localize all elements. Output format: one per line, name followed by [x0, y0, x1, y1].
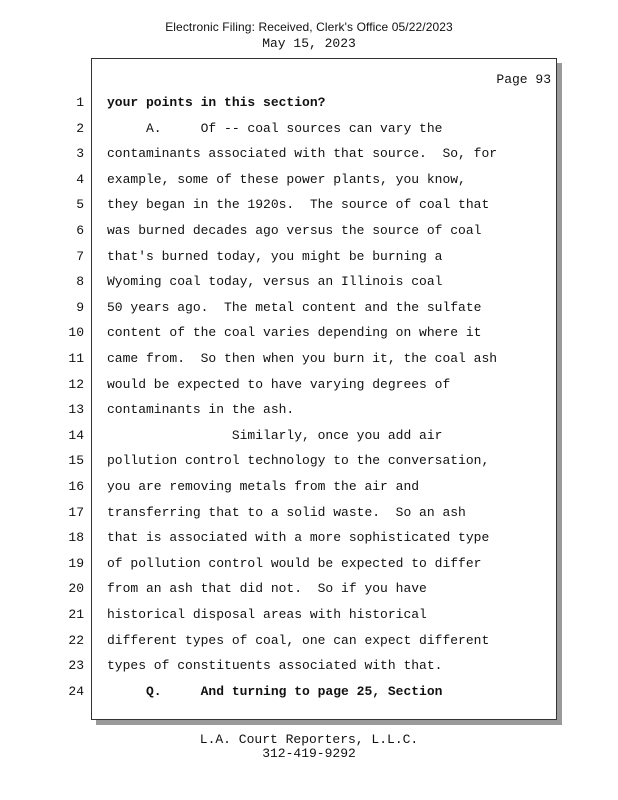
- transcript-line: [0, 400, 618, 420]
- transcript-line: [0, 323, 618, 343]
- transcript-line: [0, 528, 618, 548]
- transcript-line: [0, 170, 618, 190]
- reporter-company: L.A. Court Reporters, L.L.C.: [199, 732, 419, 747]
- line-text: example, some of these power plants, you know,: [107, 171, 466, 187]
- line-number: 5: [76, 197, 84, 213]
- line-text: Wyoming coal today, versus an Illinois coal: [107, 274, 443, 290]
- line-number: 2: [76, 120, 84, 136]
- reporter-phone: 312-419-9292: [262, 746, 356, 761]
- transcript-line: [0, 221, 618, 241]
- line-text: different types of coal, one can expect different: [107, 632, 490, 648]
- transcript-line: [0, 375, 618, 395]
- line-number: 24: [68, 683, 84, 699]
- line-text: was burned decades ago versus the source of coal: [107, 223, 482, 238]
- line-number: 14: [68, 427, 84, 443]
- line-text: would be expected to have varying degrees of: [107, 376, 451, 392]
- line-number: 20: [68, 581, 84, 597]
- transcript-line: [0, 247, 618, 267]
- line-text: transferring that to a solid waste. So an ash: [107, 504, 466, 520]
- line-text: they began in the 1920s. The source of coal that: [107, 197, 490, 213]
- line-text: of pollution control would be expected to differ: [107, 555, 482, 571]
- line-number: 9: [76, 299, 84, 315]
- line-text: came from. So then when you burn it, the coal ash: [107, 351, 498, 366]
- line-number: 12: [68, 376, 84, 392]
- line-text: contaminants in the ash.: [107, 402, 295, 418]
- transcript-line: [0, 451, 618, 471]
- line-text: that is associated with a more sophisticated type: [107, 530, 490, 546]
- line-text: that's burned today, you might be burning a: [107, 248, 443, 264]
- transcript-line: [0, 93, 618, 113]
- line-text: from an ash that did not. So if you have: [107, 581, 427, 597]
- line-number: 1: [76, 95, 84, 110]
- line-text: Similarly, once you add air: [107, 427, 443, 443]
- line-number: 18: [68, 530, 84, 546]
- transcript-line: [0, 298, 618, 318]
- transcript-line: [0, 682, 618, 702]
- line-number: 11: [68, 351, 84, 366]
- transcript-line: [0, 579, 618, 599]
- transcript-line: [0, 656, 618, 676]
- line-text: A. Of -- coal sources can vary the: [107, 120, 443, 136]
- line-number: 15: [68, 453, 84, 469]
- line-number: 22: [68, 632, 84, 648]
- transcript-line: [0, 631, 618, 651]
- line-text: your points in this section?: [107, 95, 326, 110]
- transcript-line: [0, 195, 618, 215]
- line-text: historical disposal areas with historical: [107, 607, 427, 622]
- line-number: 10: [68, 325, 84, 341]
- line-number: 4: [76, 171, 84, 187]
- line-number: 23: [68, 658, 84, 674]
- line-text: pollution control technology to the conversation,: [107, 453, 490, 469]
- transcript-line: [0, 477, 618, 497]
- transcript-line: [0, 426, 618, 446]
- line-text: types of constituents associated with that.: [107, 658, 443, 674]
- line-number: 19: [68, 555, 84, 571]
- transcript-line: [0, 605, 618, 625]
- line-text: contaminants associated with that source. So, for: [107, 146, 498, 162]
- line-text: Q. And turning to page 25, Section: [107, 683, 443, 699]
- line-text: you are removing metals from the air and: [107, 479, 420, 494]
- line-text: content of the coal varies depending on where it: [107, 325, 482, 341]
- transcript-line: [0, 119, 618, 139]
- page-number: Page 93: [496, 72, 551, 87]
- transcript-date: May 15, 2023: [262, 36, 356, 51]
- line-text: 50 years ago. The metal content and the sulfate: [107, 299, 482, 315]
- line-number: 13: [68, 402, 84, 418]
- transcript-line: [0, 272, 618, 292]
- filing-stamp: Electronic Filing: Received, Clerk's Office 05/22/2023: [165, 20, 453, 34]
- line-number: 17: [68, 504, 84, 520]
- transcript-line: [0, 554, 618, 574]
- line-number: 21: [68, 607, 84, 622]
- transcript-line: [0, 503, 618, 523]
- line-number: 16: [68, 479, 84, 494]
- transcript-line: [0, 349, 618, 369]
- line-number: 7: [76, 248, 84, 264]
- line-number: 8: [76, 274, 84, 290]
- transcript-line: [0, 144, 618, 164]
- line-number: 6: [76, 223, 84, 238]
- line-number: 3: [76, 146, 84, 162]
